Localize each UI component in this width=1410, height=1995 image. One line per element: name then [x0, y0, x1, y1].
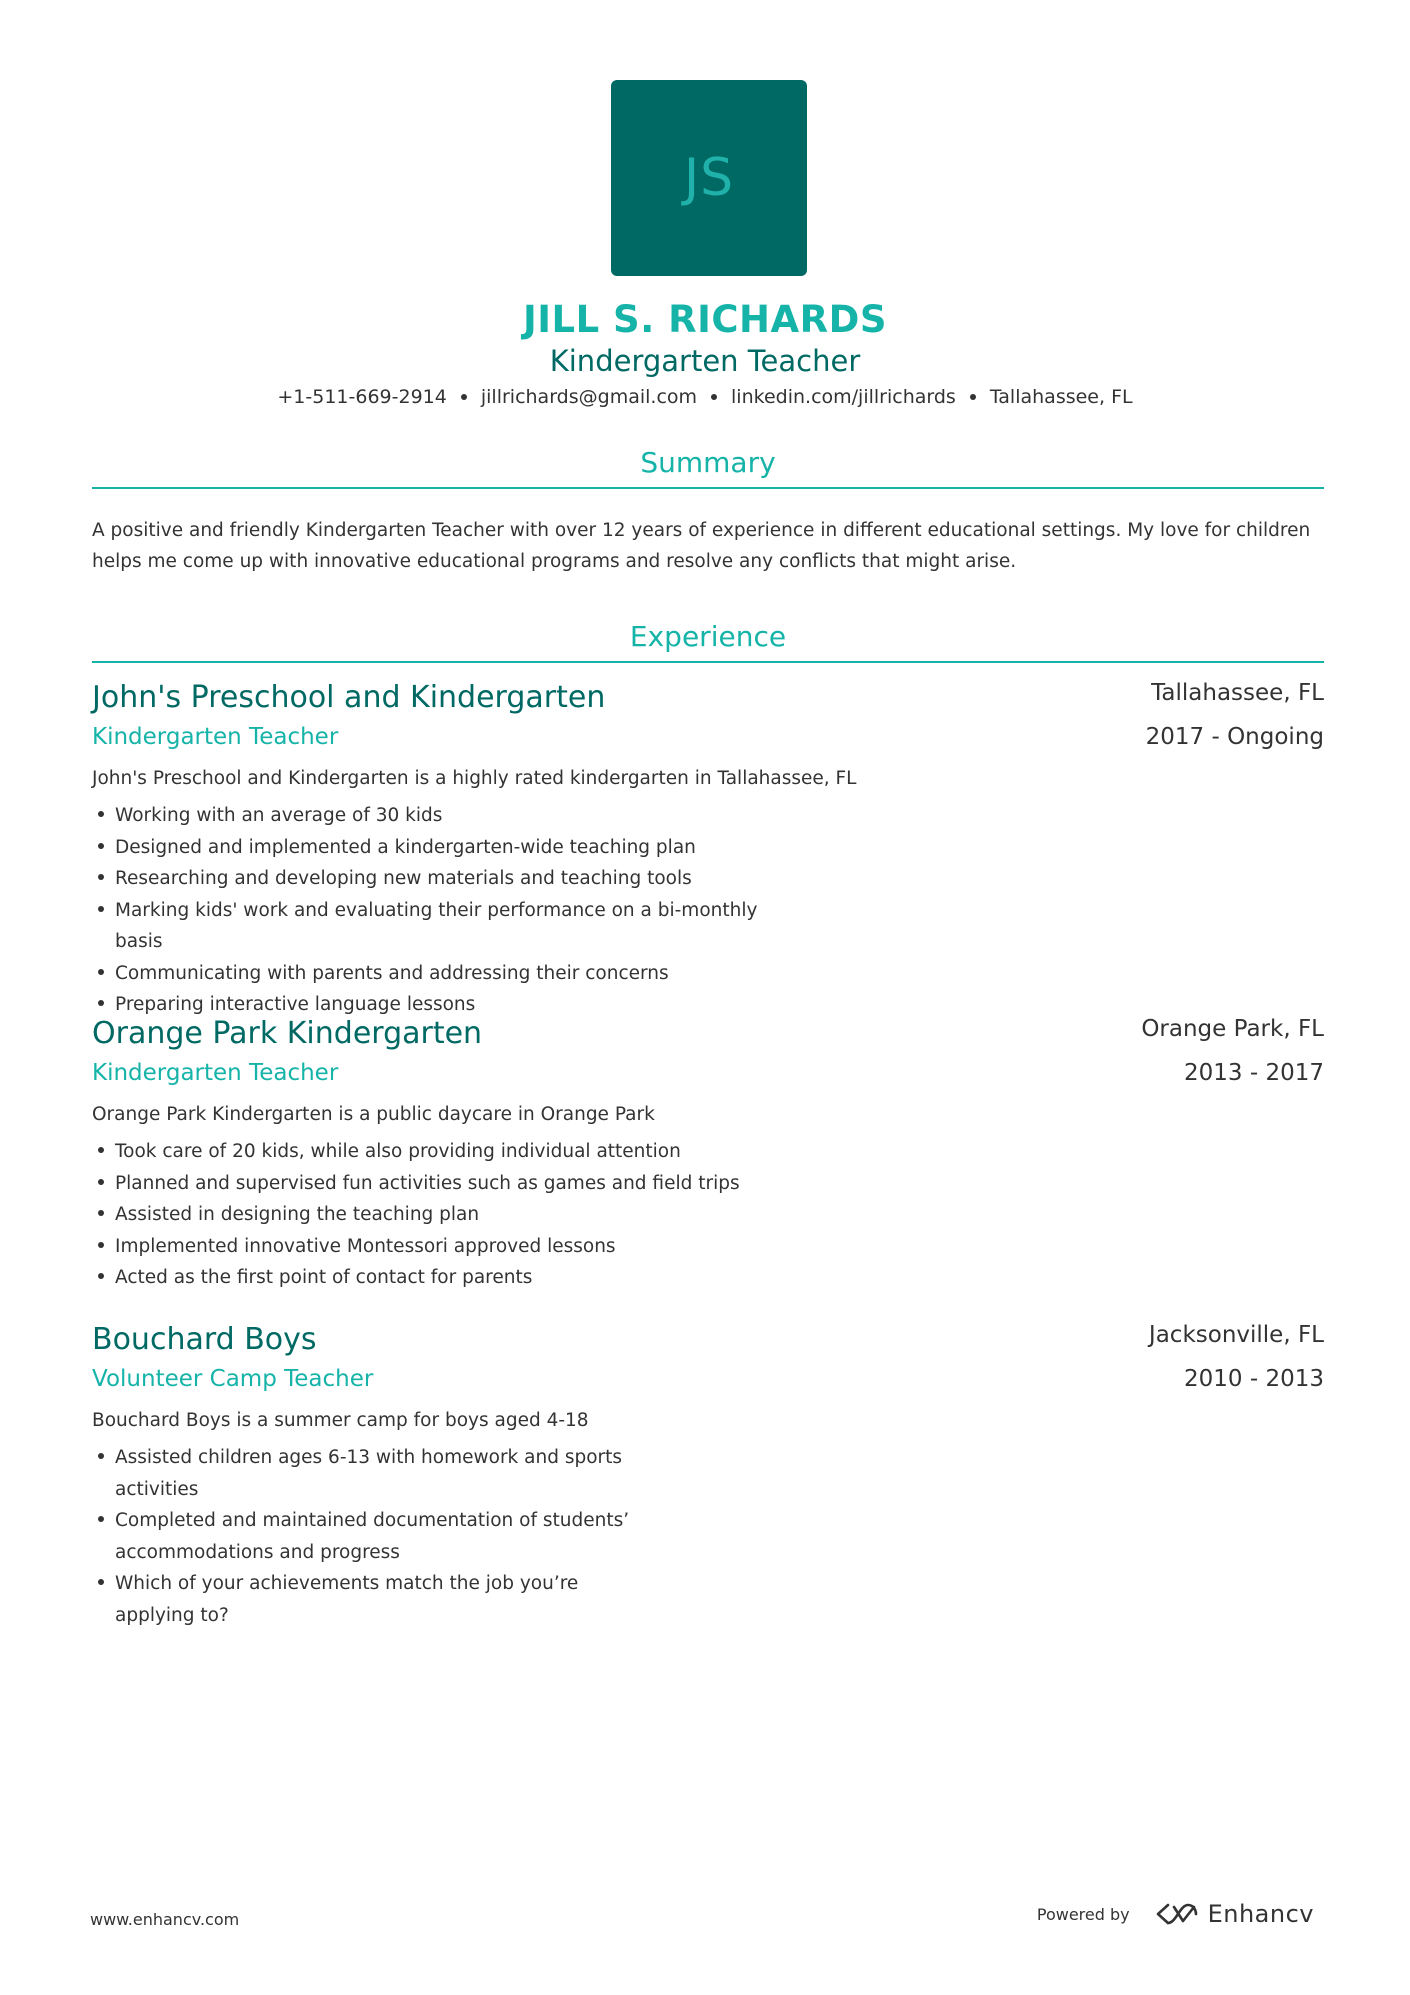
contact-email[interactable]: jillrichards@gmail.com	[480, 386, 698, 408]
bullet-item: Completed and maintained documentation of students’ accommodations and progress	[92, 1505, 652, 1568]
candidate-name: JILL S. RICHARDS	[522, 298, 888, 341]
job-description: Orange Park Kindergarten is a public daycare in Orange Park	[92, 1104, 655, 1125]
job-location: Jacksonville, FL	[1148, 1322, 1324, 1348]
powered-by-label: Powered by	[1036, 1904, 1130, 1924]
job-role: Kindergarten Teacher	[92, 724, 339, 750]
contact-phone[interactable]: +1-511-669-2914	[277, 386, 447, 408]
bullet-item: Took care of 20 kids, while also providing individual attention	[92, 1136, 792, 1168]
job-description: John's Preschool and Kindergarten is a highly rated kindergarten in Tallahassee, FL	[92, 768, 857, 789]
job-location: Tallahassee, FL	[1151, 680, 1324, 706]
footer-website[interactable]: www.enhancv.com	[90, 1910, 240, 1929]
footer-branding	[1037, 1900, 1314, 1928]
section-title-summary: Summary	[640, 446, 776, 479]
candidate-headline: Kindergarten Teacher	[549, 344, 861, 378]
experience-entry	[92, 1016, 1324, 1316]
job-dates: 2013 - 2017	[1184, 1060, 1324, 1086]
job-location: Orange Park, FL	[1141, 1016, 1324, 1042]
experience-entry	[92, 1322, 1324, 1626]
section-title-experience: Experience	[629, 620, 787, 653]
bullet-separator	[970, 394, 976, 400]
bullet-item: Working with an average of 30 kids	[92, 800, 792, 832]
contact-location: Tallahassee, FL	[989, 386, 1133, 408]
job-role: Volunteer Camp Teacher	[92, 1366, 374, 1392]
job-bullets	[92, 800, 792, 1021]
bullet-separator	[461, 394, 467, 400]
job-company: Bouchard Boys	[92, 1322, 317, 1357]
enhancv-logo-icon	[1154, 1901, 1200, 1927]
job-description: Bouchard Boys is a summer camp for boys aged 4-18	[92, 1410, 589, 1431]
bullet-separator	[711, 394, 717, 400]
bullet-item: Implemented innovative Montessori approved lessons	[92, 1231, 792, 1263]
section-divider	[92, 661, 1324, 663]
bullet-item: Researching and developing new materials and teaching tools	[92, 863, 792, 895]
section-divider	[92, 487, 1324, 489]
job-company: Orange Park Kindergarten	[92, 1016, 483, 1051]
job-role: Kindergarten Teacher	[92, 1060, 339, 1086]
job-bullets	[92, 1136, 792, 1294]
bullet-item: Assisted children ages 6-13 with homework and sports activities	[92, 1442, 652, 1505]
avatar	[611, 80, 807, 276]
contact-linkedin[interactable]: linkedin.com/jillrichards	[731, 386, 956, 408]
bullet-item: Assisted in designing the teaching plan	[92, 1199, 792, 1231]
bullet-item: Acted as the first point of contact for parents	[92, 1262, 792, 1294]
bullet-item: Planned and supervised fun activities such as games and field trips	[92, 1168, 792, 1200]
summary-text: A positive and friendly Kindergarten Teacher with over 12 years of experience in different educational settings. My love for children helps me come up with innovative educational programs and resolve any conflicts that might arise.	[92, 520, 1311, 572]
job-dates: 2017 - Ongoing	[1145, 724, 1324, 750]
avatar-initials: JS	[683, 148, 735, 208]
bullet-item: Which of your achievements match the job you’re applying to?	[92, 1568, 652, 1631]
experience-entry	[92, 680, 1324, 1015]
job-company: John's Preschool and Kindergarten	[92, 680, 606, 715]
brand-name[interactable]: Enhancv	[1207, 1900, 1314, 1928]
job-dates: 2010 - 2013	[1184, 1366, 1324, 1392]
bullet-item: Marking kids' work and evaluating their performance on a bi-monthly basis	[92, 895, 792, 958]
bullet-item: Communicating with parents and addressing their concerns	[92, 958, 792, 990]
job-bullets	[92, 1442, 652, 1631]
bullet-item: Preparing interactive language lessons	[92, 989, 792, 1021]
contact-line	[0, 386, 1410, 408]
bullet-item: Designed and implemented a kindergarten-wide teaching plan	[92, 832, 792, 864]
